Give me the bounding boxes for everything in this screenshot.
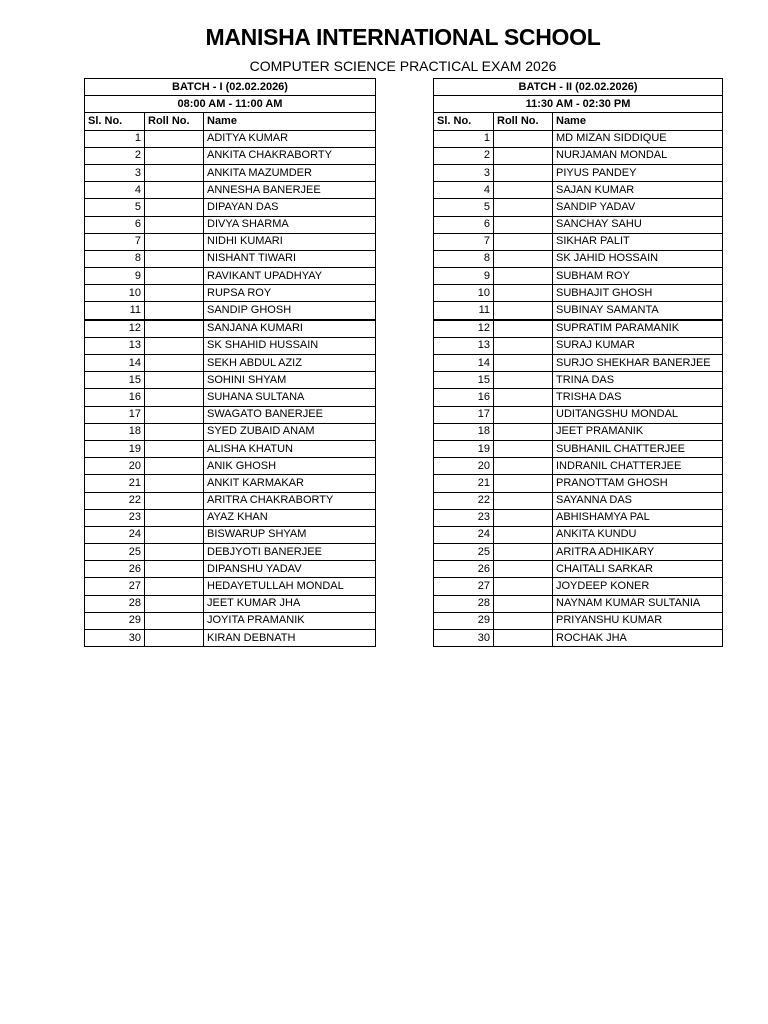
table-row [434, 578, 723, 595]
student-name-cell: SANDIP YADAV [553, 199, 723, 216]
table-row [434, 355, 723, 372]
sl-no-cell: 2 [434, 147, 494, 164]
batch-time: 11:30 AM - 02:30 PM [434, 96, 723, 113]
roll-no-cell [494, 630, 553, 647]
roll-no-cell [145, 337, 204, 354]
student-name-cell: SUPRATIM PARAMANIK [553, 320, 723, 338]
table-row [85, 337, 376, 354]
student-name-cell: DIVYA SHARMA [204, 216, 376, 233]
student-name-cell: ABHISHAMYA PAL [553, 509, 723, 526]
roll-no-cell [494, 320, 553, 338]
sl-no-cell: 15 [434, 372, 494, 389]
table-row [434, 147, 723, 164]
batch-1-table [84, 78, 376, 647]
table-row [85, 147, 376, 164]
roll-no-cell [494, 440, 553, 457]
batch-title: BATCH - I (02.02.2026) [85, 79, 376, 96]
batch-2-table [433, 78, 723, 647]
sl-no-cell: 8 [434, 250, 494, 267]
sl-no-cell: 23 [434, 509, 494, 526]
roll-no-cell [494, 233, 553, 250]
roll-no-cell [145, 302, 204, 320]
sl-no-cell: 18 [434, 423, 494, 440]
table-row [85, 372, 376, 389]
student-name-cell: SWAGATO BANERJEE [204, 406, 376, 423]
sl-no-cell: 14 [434, 355, 494, 372]
table-row [85, 199, 376, 216]
roll-no-cell [145, 630, 204, 647]
student-name-cell: JOYDEEP KONER [553, 578, 723, 595]
student-name-cell: SAJAN KUMAR [553, 182, 723, 199]
sl-no-cell: 30 [434, 630, 494, 647]
table-row [434, 130, 723, 147]
student-name-cell: SURAJ KUMAR [553, 337, 723, 354]
roll-no-cell [145, 182, 204, 199]
roll-no-cell [145, 320, 204, 338]
table-row [434, 475, 723, 492]
sl-no-cell: 16 [434, 389, 494, 406]
student-name-cell: PRIYANSHU KUMAR [553, 612, 723, 629]
roll-no-cell [145, 475, 204, 492]
roll-no-cell [494, 423, 553, 440]
student-name-cell: JEET PRAMANIK [553, 423, 723, 440]
roll-no-cell [145, 509, 204, 526]
student-name-cell: SUBHAJIT GHOSH [553, 285, 723, 302]
sl-no-cell: 21 [85, 475, 145, 492]
sl-no-cell: 19 [85, 440, 145, 457]
student-name-cell: NISHANT TIWARI [204, 250, 376, 267]
table-row [85, 440, 376, 457]
table-row [85, 458, 376, 475]
roll-no-cell [494, 250, 553, 267]
roll-no-cell [145, 440, 204, 457]
table-row [434, 250, 723, 267]
student-name-cell: NURJAMAN MONDAL [553, 147, 723, 164]
roll-no-header: Roll No. [494, 113, 553, 130]
table-row [434, 233, 723, 250]
roll-no-cell [145, 372, 204, 389]
sl-no-cell: 1 [85, 130, 145, 147]
roll-no-cell [494, 492, 553, 509]
student-name-cell: SK SHAHID HUSSAIN [204, 337, 376, 354]
sl-no-cell: 25 [434, 544, 494, 561]
table-row [434, 509, 723, 526]
table-row [434, 423, 723, 440]
roll-no-cell [494, 612, 553, 629]
sl-no-cell: 21 [434, 475, 494, 492]
sl-no-cell: 10 [434, 285, 494, 302]
table-row [85, 492, 376, 509]
student-name-cell: MD MIZAN SIDDIQUE [553, 130, 723, 147]
student-name-cell: SANCHAY SAHU [553, 216, 723, 233]
student-name-cell: PRANOTTAM GHOSH [553, 475, 723, 492]
student-name-cell: JEET KUMAR JHA [204, 595, 376, 612]
student-name-cell: SANJANA KUMARI [204, 320, 376, 338]
table-row [434, 182, 723, 199]
table-row [434, 440, 723, 457]
sl-no-cell: 8 [85, 250, 145, 267]
table-row [85, 475, 376, 492]
sl-no-cell: 29 [85, 612, 145, 629]
sl-no-cell: 6 [85, 216, 145, 233]
roll-no-cell [494, 355, 553, 372]
sl-no-cell: 20 [85, 458, 145, 475]
sl-no-cell: 5 [434, 199, 494, 216]
roll-no-cell [145, 492, 204, 509]
roll-no-cell [145, 526, 204, 543]
sl-no-cell: 18 [85, 423, 145, 440]
table-row [85, 302, 376, 320]
sl-no-cell: 17 [434, 406, 494, 423]
table-row [434, 595, 723, 612]
school-name: MANISHA INTERNATIONAL SCHOOL [205, 24, 601, 50]
sl-no-cell: 27 [434, 578, 494, 595]
student-name-cell: SUBINAY SAMANTA [553, 302, 723, 320]
student-name-cell: SK JAHID HOSSAIN [553, 250, 723, 267]
table-row [434, 302, 723, 320]
student-name-cell: INDRANIL CHATTERJEE [553, 458, 723, 475]
roll-no-cell [494, 164, 553, 181]
roll-no-cell [494, 216, 553, 233]
roll-no-cell [145, 147, 204, 164]
roll-no-cell [145, 423, 204, 440]
roll-no-cell [145, 561, 204, 578]
table-row [434, 199, 723, 216]
student-name-cell: BISWARUP SHYAM [204, 526, 376, 543]
roll-no-cell [145, 578, 204, 595]
roll-no-cell [494, 372, 553, 389]
roll-no-cell [145, 285, 204, 302]
table-row [85, 250, 376, 267]
roll-no-cell [145, 406, 204, 423]
roll-no-cell [494, 561, 553, 578]
sl-no-cell: 28 [434, 595, 494, 612]
student-name-cell: SUBHANIL CHATTERJEE [553, 440, 723, 457]
student-name-cell: SANDIP GHOSH [204, 302, 376, 320]
sl-no-cell: 25 [85, 544, 145, 561]
table-row [434, 268, 723, 285]
table-row [434, 320, 723, 338]
student-name-cell: SYED ZUBAID ANAM [204, 423, 376, 440]
roll-no-cell [494, 595, 553, 612]
roll-no-cell [145, 233, 204, 250]
roll-no-cell [494, 147, 553, 164]
roll-no-header: Roll No. [145, 113, 204, 130]
sl-no-cell: 10 [85, 285, 145, 302]
student-name-cell: RUPSA ROY [204, 285, 376, 302]
table-row [434, 492, 723, 509]
table-row [85, 285, 376, 302]
student-name-cell: ANKIT KARMAKAR [204, 475, 376, 492]
sl-no-cell: 4 [85, 182, 145, 199]
sl-no-cell: 7 [434, 233, 494, 250]
roll-no-cell [145, 164, 204, 181]
table-row [85, 355, 376, 372]
sl-no-cell: 11 [85, 302, 145, 320]
sl-no-cell: 26 [85, 561, 145, 578]
table-row [434, 458, 723, 475]
table-row [434, 544, 723, 561]
sl-no-cell: 3 [85, 164, 145, 181]
student-name-cell: ANKITA KUNDU [553, 526, 723, 543]
table-row [85, 216, 376, 233]
sl-no-cell: 26 [434, 561, 494, 578]
table-row [434, 216, 723, 233]
roll-no-cell [494, 526, 553, 543]
roll-no-cell [145, 595, 204, 612]
student-name-cell: NIDHI KUMARI [204, 233, 376, 250]
table-row [434, 406, 723, 423]
table-row [85, 389, 376, 406]
sl-no-cell: 2 [85, 147, 145, 164]
roll-no-cell [494, 182, 553, 199]
table-row [85, 561, 376, 578]
roll-no-cell [145, 612, 204, 629]
sl-no-cell: 13 [85, 337, 145, 354]
roll-no-cell [494, 509, 553, 526]
sl-no-cell: 16 [85, 389, 145, 406]
sl-no-cell: 12 [434, 320, 494, 338]
sl-no-cell: 9 [434, 268, 494, 285]
roll-no-cell [145, 268, 204, 285]
student-name-cell: ANKITA CHAKRABORTY [204, 147, 376, 164]
table-row [434, 164, 723, 181]
sl-no-cell: 19 [434, 440, 494, 457]
student-name-cell: ALISHA KHATUN [204, 440, 376, 457]
sl-no-cell: 24 [85, 526, 145, 543]
student-name-cell: ARITRA ADHIKARY [553, 544, 723, 561]
table-row [85, 612, 376, 629]
roll-no-cell [494, 389, 553, 406]
table-row [434, 285, 723, 302]
roll-no-cell [145, 199, 204, 216]
sl-no-cell: 17 [85, 406, 145, 423]
sl-no-cell: 22 [85, 492, 145, 509]
student-name-cell: ANNESHA BANERJEE [204, 182, 376, 199]
table-row [85, 509, 376, 526]
student-name-cell: CHAITALI SARKAR [553, 561, 723, 578]
sl-no-cell: 7 [85, 233, 145, 250]
roll-no-cell [145, 216, 204, 233]
roll-no-cell [145, 389, 204, 406]
table-row [85, 182, 376, 199]
table-row [85, 578, 376, 595]
student-name-cell: SOHINI SHYAM [204, 372, 376, 389]
sl-no-cell: 9 [85, 268, 145, 285]
roll-no-cell [494, 544, 553, 561]
sl-no-header: Sl. No. [85, 113, 145, 130]
table-row [85, 406, 376, 423]
table-row [434, 526, 723, 543]
table-row [434, 337, 723, 354]
table-row [85, 164, 376, 181]
table-row [434, 561, 723, 578]
student-name-cell: UDITANGSHU MONDAL [553, 406, 723, 423]
name-header: Name [553, 113, 723, 130]
roll-no-cell [494, 458, 553, 475]
student-name-cell: SIKHAR PALIT [553, 233, 723, 250]
roll-no-cell [494, 337, 553, 354]
sl-no-cell: 29 [434, 612, 494, 629]
student-name-cell: NAYNAM KUMAR SULTANIA [553, 595, 723, 612]
sl-no-cell: 24 [434, 526, 494, 543]
student-name-cell: SUHANA SULTANA [204, 389, 376, 406]
student-name-cell: ADITYA KUMAR [204, 130, 376, 147]
roll-no-cell [145, 130, 204, 147]
sl-no-cell: 20 [434, 458, 494, 475]
exam-title: COMPUTER SCIENCE PRACTICAL EXAM 2026 [249, 58, 557, 74]
roll-no-cell [494, 578, 553, 595]
sl-no-cell: 4 [434, 182, 494, 199]
sl-no-cell: 3 [434, 164, 494, 181]
roll-no-cell [494, 268, 553, 285]
student-name-cell: HEDAYETULLAH MONDAL [204, 578, 376, 595]
student-name-cell: DIPAYAN DAS [204, 199, 376, 216]
roll-no-cell [145, 250, 204, 267]
roll-no-cell [145, 458, 204, 475]
roll-no-cell [494, 199, 553, 216]
student-name-cell: DIPANSHU YADAV [204, 561, 376, 578]
roll-no-cell [494, 406, 553, 423]
student-name-cell: AYAZ KHAN [204, 509, 376, 526]
table-row [85, 320, 376, 338]
student-name-cell: SURJO SHEKHAR BANERJEE [553, 355, 723, 372]
sl-no-cell: 5 [85, 199, 145, 216]
sl-no-cell: 11 [434, 302, 494, 320]
student-name-cell: ROCHAK JHA [553, 630, 723, 647]
sl-no-cell: 14 [85, 355, 145, 372]
name-header: Name [204, 113, 376, 130]
batch-time: 08:00 AM - 11:00 AM [85, 96, 376, 113]
student-name-cell: RAVIKANT UPADHYAY [204, 268, 376, 285]
table-row [85, 544, 376, 561]
student-name-cell: ARITRA CHAKRABORTY [204, 492, 376, 509]
table-row [85, 630, 376, 647]
sl-no-cell: 12 [85, 320, 145, 338]
roll-no-cell [494, 475, 553, 492]
sl-no-header: Sl. No. [434, 113, 494, 130]
batch-title: BATCH - II (02.02.2026) [434, 79, 723, 96]
roll-no-cell [494, 285, 553, 302]
sl-no-cell: 1 [434, 130, 494, 147]
student-name-cell: TRISHA DAS [553, 389, 723, 406]
table-row [85, 595, 376, 612]
roll-no-cell [145, 544, 204, 561]
sl-no-cell: 15 [85, 372, 145, 389]
table-row [85, 233, 376, 250]
student-name-cell: TRINA DAS [553, 372, 723, 389]
table-row [434, 389, 723, 406]
table-row [85, 423, 376, 440]
sl-no-cell: 13 [434, 337, 494, 354]
sl-no-cell: 28 [85, 595, 145, 612]
table-row [434, 612, 723, 629]
student-name-cell: DEBJYOTI BANERJEE [204, 544, 376, 561]
table-row [85, 268, 376, 285]
student-name-cell: ANIK GHOSH [204, 458, 376, 475]
student-name-cell: SUBHAM ROY [553, 268, 723, 285]
student-name-cell: JOYITA PRAMANIK [204, 612, 376, 629]
roll-no-cell [494, 130, 553, 147]
student-name-cell: PIYUS PANDEY [553, 164, 723, 181]
sl-no-cell: 30 [85, 630, 145, 647]
sl-no-cell: 22 [434, 492, 494, 509]
student-name-cell: KIRAN DEBNATH [204, 630, 376, 647]
student-name-cell: SEKH ABDUL AZIZ [204, 355, 376, 372]
table-row [85, 130, 376, 147]
roll-no-cell [494, 302, 553, 320]
sl-no-cell: 23 [85, 509, 145, 526]
student-name-cell: SAYANNA DAS [553, 492, 723, 509]
table-row [434, 372, 723, 389]
sl-no-cell: 27 [85, 578, 145, 595]
roll-no-cell [145, 355, 204, 372]
table-row [434, 630, 723, 647]
student-name-cell: ANKITA MAZUMDER [204, 164, 376, 181]
table-row [85, 526, 376, 543]
sl-no-cell: 6 [434, 216, 494, 233]
